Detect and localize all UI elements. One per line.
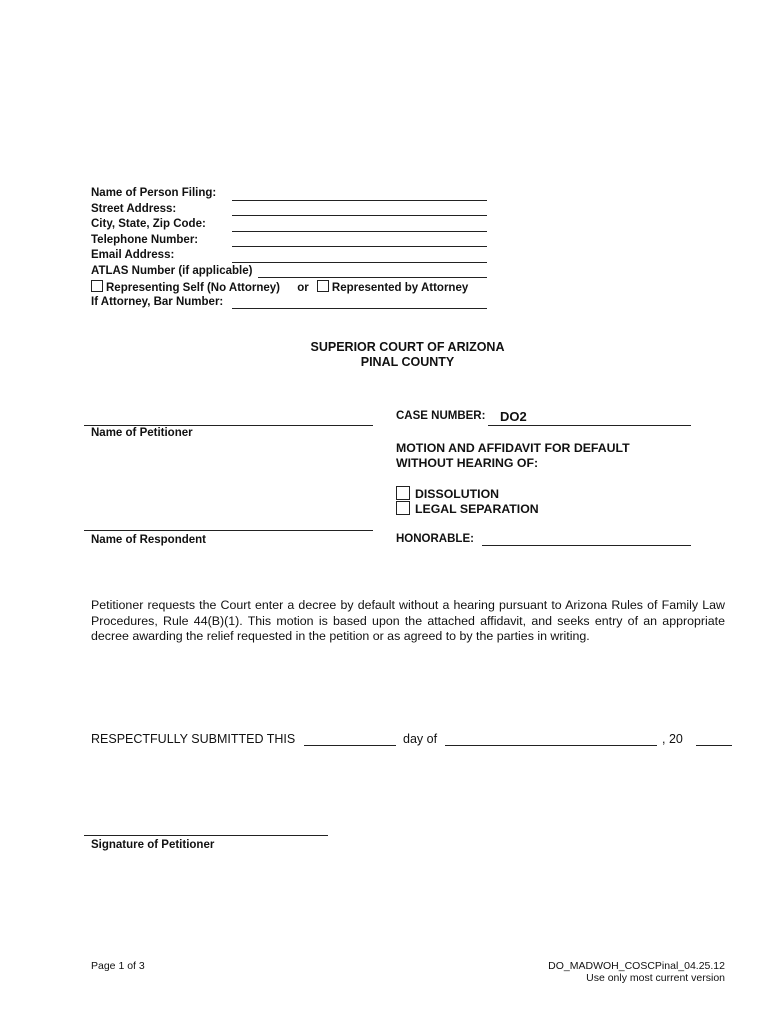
legal-separation-checkbox[interactable]: [396, 501, 410, 515]
name-of-person-filing-field[interactable]: [232, 200, 487, 201]
street-address-field[interactable]: [232, 215, 487, 216]
atlas-number-field[interactable]: [258, 277, 487, 278]
version-note: Use only most current version: [586, 972, 725, 984]
bar-number-field[interactable]: [232, 308, 487, 309]
legal-separation-label: LEGAL SEPARATION: [415, 502, 539, 516]
page-number: Page 1 of 3: [91, 960, 145, 972]
dissolution-label: DISSOLUTION: [415, 487, 500, 501]
represented-by-attorney-label: Represented by Attorney: [331, 282, 469, 294]
motion-title: [396, 441, 630, 471]
representing-self-checkbox[interactable]: [91, 280, 103, 292]
name-of-person-filing-label: Name of Person Filing:: [91, 187, 217, 199]
honorable-label: HONORABLE:: [396, 533, 474, 545]
submitted-day-field[interactable]: [304, 745, 396, 746]
bar-number-label: If Attorney, Bar Number:: [91, 296, 224, 308]
day-of-label: day of: [403, 732, 438, 746]
street-address-label: Street Address:: [91, 203, 177, 215]
dissolution-option: [396, 486, 499, 502]
respondent-label: Name of Respondent: [91, 534, 207, 546]
court-county: PINAL COUNTY: [360, 355, 455, 369]
signature-field[interactable]: [84, 835, 328, 836]
legal-separation-option: [396, 501, 539, 517]
year-prefix: , 20: [662, 732, 683, 746]
submitted-year-field[interactable]: [696, 745, 732, 746]
submitted-month-field[interactable]: [445, 745, 657, 746]
email-address-field[interactable]: [232, 262, 487, 263]
respondent-name-field[interactable]: [84, 530, 373, 531]
motion-paragraph: Petitioner requests the Court enter a decree by default without a hearing pursuant to Arizona Rules of Family Law Procedures, Rule 44(B)(1). This motion is based upon the attached affidavit, and seeks entry of an appropriate decree awarding the relief requested in the petition or as agreed to by the parties in writing.: [91, 598, 725, 643]
motion-title-line-1: MOTION AND AFFIDAVIT FOR DEFAULT: [396, 441, 630, 455]
telephone-number-label: Telephone Number:: [91, 234, 199, 246]
form-footer: [548, 960, 725, 984]
represented-by-attorney-checkbox[interactable]: [317, 280, 329, 292]
or-label: or: [297, 282, 309, 294]
court-heading: [200, 340, 615, 370]
atlas-number-label: ATLAS Number (if applicable): [91, 265, 253, 277]
submitted-lead: RESPECTFULLY SUBMITTED THIS: [91, 732, 296, 746]
case-number-value: DO2: [500, 409, 527, 424]
city-state-zip-field[interactable]: [232, 231, 487, 232]
honorable-field[interactable]: [482, 545, 691, 546]
signature-label: Signature of Petitioner: [91, 839, 215, 851]
email-address-label: Email Address:: [91, 249, 175, 261]
court-name: SUPERIOR COURT OF ARIZONA: [310, 340, 505, 354]
case-number-label: CASE NUMBER:: [396, 410, 486, 422]
dissolution-checkbox[interactable]: [396, 486, 410, 500]
petitioner-label: Name of Petitioner: [91, 427, 193, 439]
telephone-number-field[interactable]: [232, 246, 487, 247]
form-id: DO_MADWOH_COSCPinal_04.25.12: [548, 960, 725, 972]
city-state-zip-label: City, State, Zip Code:: [91, 218, 206, 230]
case-number-field[interactable]: [488, 425, 691, 426]
motion-title-line-2: WITHOUT HEARING OF:: [396, 456, 539, 470]
representing-self-label: Representing Self (No Attorney): [106, 282, 281, 294]
